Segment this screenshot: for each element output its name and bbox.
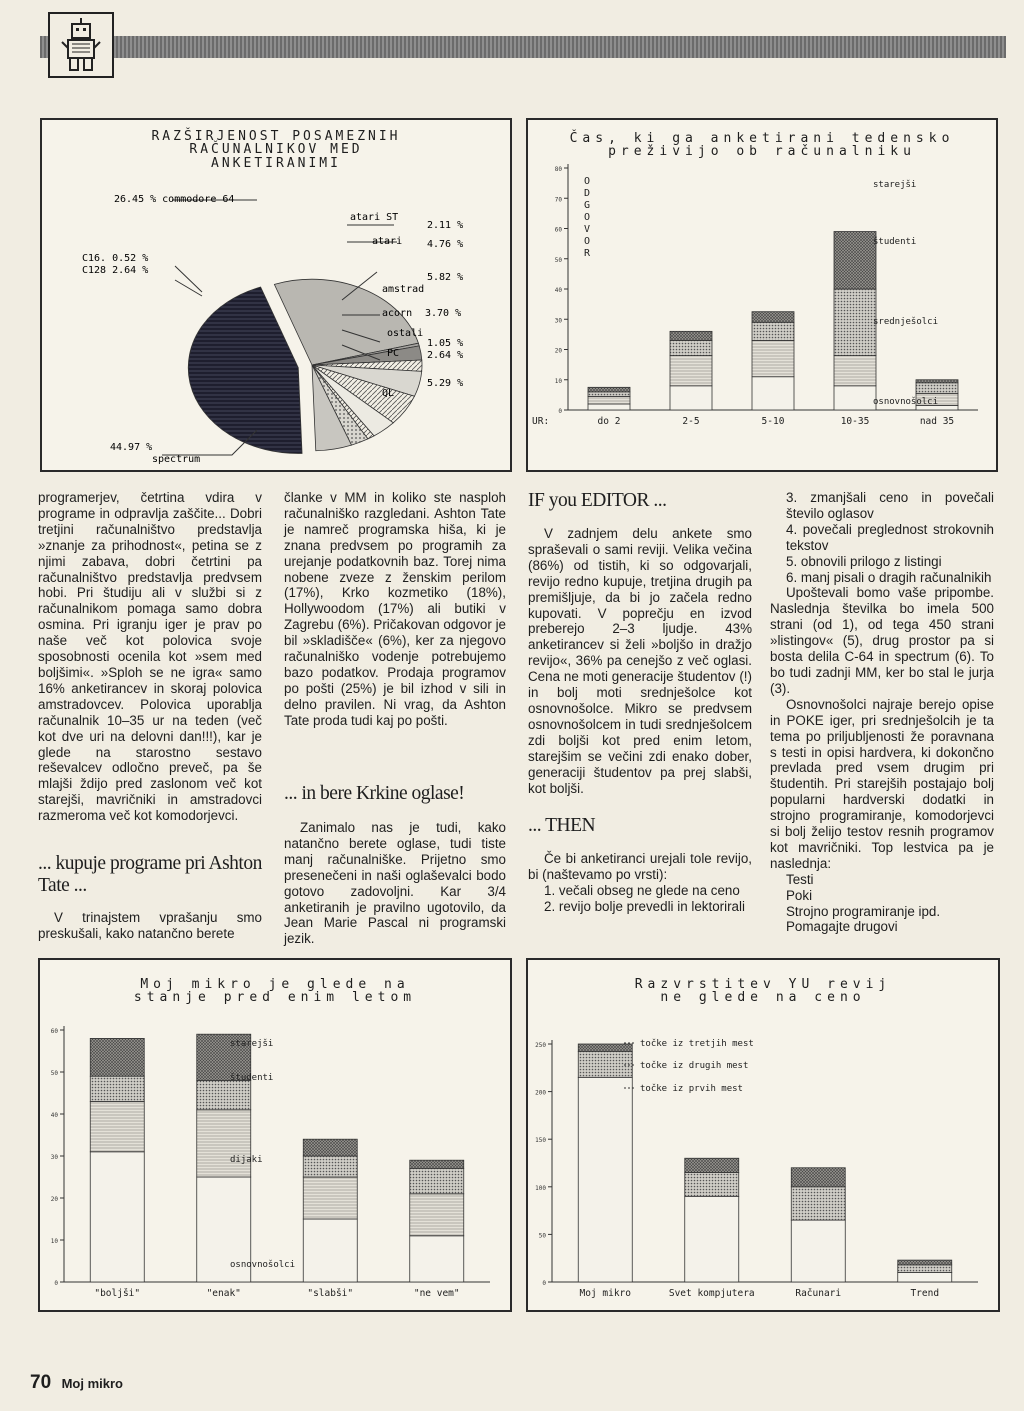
- subheading: ... THEN: [528, 815, 596, 836]
- article-paragraph: V trinajstem vprašanju smo preskušali, kako natančno berete: [38, 910, 262, 941]
- mikro-chart-panel: [38, 958, 512, 1312]
- article-column-2: [284, 490, 506, 729]
- bar-segment: [670, 386, 712, 410]
- pie-label-spectrum: spectrum: [152, 454, 201, 465]
- y-tick-label: 50: [538, 1232, 546, 1240]
- bar-segment: [670, 340, 712, 355]
- article-column-1b: [38, 910, 262, 942]
- y-tick-label: 70: [554, 196, 562, 204]
- x-category-label: 10-35: [840, 416, 870, 427]
- article-column-2b: [284, 820, 506, 947]
- pie-label-acorn: acorn: [382, 308, 413, 319]
- bar-segment: [670, 356, 712, 386]
- mikro-title-line: Moj mikro je glede na: [140, 977, 410, 992]
- x-category-label: Svet kompjutera: [668, 1288, 755, 1299]
- legend-label-t1: točke iz prvih mest: [640, 1084, 743, 1094]
- bar-segment: [588, 396, 630, 404]
- page-number: 70: [30, 1372, 52, 1393]
- article-paragraph: Zanimalo nas je tudi, kako natančno berete oglase, tudi tiste manj računalniške. Prijetno smo presenečeni in naši oglaševalci bodo gotovo zadovoljni. Kar 3/4 anketiranih je pravilno ugotovilo, da Jean Marie Pascal ni programski jezik.: [284, 820, 506, 947]
- bar-segment: [670, 331, 712, 340]
- y-tick-label: 50: [50, 1070, 58, 1077]
- pie-slice: [188, 287, 302, 453]
- x-category-label: "enak": [206, 1288, 241, 1299]
- bar-segment: [916, 380, 958, 383]
- bar-segment: [410, 1194, 464, 1236]
- x-category-label: nad 35: [919, 416, 955, 427]
- list-item: Poki: [786, 887, 813, 903]
- bar-segment: [578, 1077, 632, 1282]
- x-category-label: 2-5: [682, 416, 700, 427]
- pie-slices: [188, 279, 425, 453]
- legend-label-studenti: študenti: [230, 1073, 274, 1083]
- bar-segment: [410, 1169, 464, 1194]
- y-tick-label: 40: [50, 1112, 58, 1119]
- mikro-title-line: stanje pred enim letom: [133, 990, 417, 1006]
- bar-segment: [578, 1052, 632, 1078]
- list-item: 2. revijo bolje prevedli in lektorirali: [544, 898, 745, 914]
- legend-label-starejsi: starejši: [230, 1039, 274, 1049]
- vertical-label-letter: R: [584, 248, 591, 259]
- y-tick-label: 20: [50, 1196, 58, 1203]
- article-paragraph: Če bi anketiranci urejali tole revijo, bi (naštevamo po vrsti):: [528, 851, 752, 882]
- pie-label-pc: PC: [387, 348, 400, 359]
- legend-label-srednjesolci: srednješolci: [873, 317, 939, 327]
- y-tick-label: 0: [54, 1280, 58, 1287]
- article-paragraph: V zadnjem delu ankete smo spraševali o sami reviji. Velika večina (86%) od tistih, ki so odgovarjali, revijo redno kupuje, tretjina drugih pa premišljuje, da bi jo začela redno kupovati. V poprečju en izvod preberejo 2–3 ljudje. 43% anketirancev si želi »boljšo in dražjo revijo«, 36% pa cenejšo z več oglasi. Cena ne moti generacije študentov (!) in bolj moti srednješolce kot osnovnošolce. Mikro se predvsem osnovnošolcem in tudi srednješolcem zdi boljši kot pred enim letom, starejšim se večini zdi enako dober, generaciji študentov pa prej slabši, kot boljši.: [528, 526, 752, 796]
- bar-segment: [90, 1152, 144, 1282]
- bar-segment: [588, 392, 630, 397]
- header-bar: [40, 36, 1006, 58]
- subheading: IF you EDITOR ...: [528, 490, 667, 511]
- x-category-label: 5-10: [761, 416, 785, 427]
- vertical-label-letter: O: [584, 236, 591, 247]
- x-category-label: "ne vem": [413, 1288, 460, 1299]
- legend-label-osnovnosolci: osnovnošolci: [873, 397, 939, 407]
- list-item: 6. manj pisali o dragih računalnikih: [786, 569, 992, 585]
- article-paragraph: članke v MM in koliko ste nasploh računalniško razgledani. Ashton Tate je namreč programska hiša, ki je znana predvsem po programih za urejanje podatkovnih baz. Torej nima nobene zveze z ženskim perilom (17%), Krko kozmetiko (18%), Hollywoodom (17%) ali butiki v Zagrebu (6%). Pričakovan odgovor je bil »skladišče« (6%), ker za njegovo računalniško vodenje potrebujemo bazo podatkov. Prodaja programov po pošti (25%) je bil izhod v sili in delno pravilen. Ni vrag, da Ashton Tate proda tudi kaj po pošti.: [284, 490, 506, 728]
- y-tick-label: 10: [554, 377, 562, 385]
- pie-label-ostali: ostali: [387, 328, 424, 339]
- pie-title-line: ANKETIRANIMI: [211, 155, 341, 171]
- bar-segment: [303, 1177, 357, 1219]
- bar-segment: [791, 1168, 845, 1187]
- bar-segment: [90, 1076, 144, 1101]
- x-category-label: "boljši": [94, 1288, 141, 1299]
- pie-chart-panel: [40, 118, 512, 472]
- pie-label-amstrad: amstrad: [382, 284, 425, 295]
- bar-segment: [90, 1101, 144, 1151]
- x-category-label: Moj mikro: [579, 1288, 631, 1299]
- bar-segment: [834, 356, 876, 386]
- pie-value-ql: 5.29 %: [427, 378, 464, 389]
- pie-chart-svg: [42, 120, 510, 470]
- bar-segment: [791, 1220, 845, 1282]
- pie-value-atari: 4.76 %: [427, 239, 464, 250]
- bar-segment: [197, 1110, 251, 1177]
- mikro-chart-svg: [40, 960, 510, 1310]
- x-category-label: Trend: [910, 1288, 940, 1299]
- bar-segment: [588, 404, 630, 410]
- x-category-label: Računari: [795, 1288, 842, 1299]
- pie-label-c16: C16. 0.52 %: [82, 253, 149, 264]
- legend-label-t2: točke iz drugih mest: [640, 1061, 749, 1071]
- y-tick-label: 100: [535, 1184, 546, 1192]
- list-item: 3. zmanjšali ceno in povečali število oglasov: [786, 490, 994, 521]
- list-item: 4. povečali preglednost strokovnih tekstov: [786, 521, 994, 553]
- bar-segment: [898, 1272, 952, 1282]
- article-column-1: [38, 490, 262, 824]
- robot-logo-icon: [48, 12, 114, 78]
- bar-segment: [685, 1158, 739, 1172]
- subheading: ... kupuje programe pri Ashton Tate ...: [38, 853, 262, 896]
- bar-segment: [303, 1219, 357, 1282]
- bar-segment: [685, 1196, 739, 1282]
- bar-segment: [752, 312, 794, 323]
- x-category-label: "slabši": [307, 1288, 354, 1299]
- pie-value-ostali: 1.05 %: [427, 338, 464, 349]
- y-tick-label: 200: [535, 1089, 546, 1097]
- article-column-3b: [528, 851, 752, 915]
- ranking-title-line: Razvrstitev YU revij: [634, 977, 892, 992]
- article-column-3: [528, 526, 752, 796]
- ranking-chart-svg: [528, 960, 998, 1310]
- time-chart-panel: [526, 118, 998, 472]
- bar-segment: [916, 383, 958, 394]
- bar-segment: [898, 1260, 952, 1265]
- time-chart-svg: [528, 120, 996, 470]
- vertical-label-letter: D: [584, 188, 591, 199]
- article-paragraph: programerjev, četrtina vdira v programe in odpravlja zaščite... Dobri tretjini računalništvo predstavlja »znanje za prihodnost«, petina se z njimi zabava, dobri četrtini pa računalništvo predstavlja predvsem hobi. Pri študiju ali v službi si z računalnikom pomaga samo dobra osmina. Pri igranju iger je prav po naše več kot polovica svoje sposobnosti ocenila kot »sem med boljšimi«. »Sploh se ne igra« samo 16% anketirancev in skoraj polovica amstradovcev. Polovica uporablja računalnik 10–35 ur na teden (več kot dve uri na delovni dan!!!), kar je glede na starostno sestavo reševalcev odločno preveč, pa še mlajši ždijo pred zaslonom več kot starejši, mavričniki in amstradovci razmeroma več kot komodorjevci.: [38, 490, 262, 824]
- y-tick-label: 0: [558, 408, 562, 415]
- pie-title-line: RAZŠIRJENOST POSAMEZNIH: [151, 129, 401, 144]
- y-tick-label: 250: [535, 1042, 546, 1049]
- article-paragraph: Upoštevali bomo vaše pripombe. Naslednja številka bo imela 500 strani (od 1), od tega 450 strani »listingov« (5), drug prostor pa si bosta delila C-64 in spectrum (6). To bo tudi zadnji MM, ker bo stal le jurja (3).: [770, 585, 994, 696]
- bar-segment: [834, 386, 876, 410]
- x-axis-prefix: UR:: [532, 416, 550, 427]
- legend-label-osnovnosolci: osnovnošolci: [230, 1260, 296, 1270]
- legend-label-dijaki: dijaki: [230, 1155, 263, 1165]
- list-item: 1. večali obseg ne glede na ceno: [544, 882, 740, 898]
- pie-label-ql: QL: [382, 388, 395, 399]
- y-tick-label: 60: [50, 1028, 58, 1035]
- bar-segment: [588, 387, 630, 392]
- pie-label-atari-st: atari ST: [350, 212, 399, 223]
- list-item: Strojno programiranje ipd.: [786, 903, 941, 919]
- bar-segment: [898, 1265, 952, 1273]
- bar-segment: [834, 289, 876, 356]
- list-item: 5. obnovili prilogo z listingi: [786, 553, 942, 569]
- bar-segment: [303, 1139, 357, 1156]
- legend-label-t3: točke iz tretjih mest: [640, 1039, 754, 1049]
- vertical-label-letter: G: [584, 200, 591, 211]
- y-tick-label: 0: [542, 1280, 546, 1287]
- y-tick-label: 10: [50, 1238, 58, 1245]
- pie-value-atari-st: 2.11 %: [427, 220, 464, 231]
- x-category-label: do 2: [597, 416, 621, 427]
- vertical-label-letter: O: [584, 176, 591, 187]
- y-tick-label: 50: [554, 256, 562, 264]
- y-tick-label: 60: [554, 226, 562, 234]
- bar-segment: [752, 340, 794, 376]
- pie-title-line: RAČUNALNIKOV MED: [189, 142, 363, 158]
- pie-value-pc: 2.64 %: [427, 350, 464, 361]
- bar-segment: [90, 1038, 144, 1076]
- ranking-chart-panel: [526, 958, 1000, 1312]
- vertical-label-letter: V: [584, 224, 591, 235]
- pie-label-commodore: 26.45 % commodore 64: [114, 194, 235, 205]
- list-item: Pomagajte drugovi: [786, 919, 898, 935]
- time-title-line: Čas, ki ga anketirani tedensko: [569, 131, 955, 146]
- ranking-title-line: ne glede na ceno: [660, 990, 866, 1006]
- magazine-name: Moj mikro: [61, 1376, 123, 1391]
- subheading: ... in bere Krkine oglase!: [284, 783, 465, 804]
- legend-label-studenti: študenti: [873, 237, 917, 247]
- pie-value-amstrad: 5.82 %: [427, 272, 464, 283]
- list-item: Testi: [786, 871, 814, 887]
- bar-segment: [197, 1080, 251, 1109]
- article-column-4: [770, 490, 994, 935]
- bar-segment: [834, 232, 876, 289]
- bar-segment: [685, 1173, 739, 1197]
- article-paragraph: Osnovnošolci najraje berejo opise in POKE iger, pri srednješolcih je ta tema po priljubljenosti že poravnana s testi in opisi hardvera, ki dokončno prevlada pred vsem drugim pri študentih. Pri starejših postajajo bolj popularni hardverski dodatki in strojno programiranje, komodorjevci si bolj želijo testov resnih programov kot mavričniki. Top lestvica pa je naslednja:: [770, 696, 994, 871]
- page-footer: [30, 1372, 123, 1394]
- vertical-label-letter: O: [584, 212, 591, 223]
- bar-segment: [303, 1156, 357, 1177]
- time-title-line: preživijo ob računalniku: [608, 144, 916, 160]
- bar-segment: [410, 1160, 464, 1168]
- legend-label-starejsi: starejši: [873, 180, 917, 190]
- y-tick-label: 80: [554, 166, 562, 173]
- pie-value-acorn: 3.70 %: [425, 308, 462, 319]
- pie-value-spectrum: 44.97 %: [110, 442, 153, 453]
- pie-label-atari: atari: [372, 236, 403, 247]
- bar-segment: [410, 1236, 464, 1282]
- y-tick-label: 30: [554, 317, 562, 325]
- y-tick-label: 30: [50, 1154, 58, 1161]
- bar-segment: [578, 1044, 632, 1052]
- y-tick-label: 150: [535, 1137, 546, 1145]
- y-tick-label: 20: [554, 347, 562, 355]
- y-tick-label: 40: [554, 287, 562, 294]
- bar-segment: [752, 377, 794, 410]
- bar-segment: [791, 1187, 845, 1220]
- pie-label-c128: C128 2.64 %: [82, 265, 149, 276]
- bar-segment: [752, 322, 794, 340]
